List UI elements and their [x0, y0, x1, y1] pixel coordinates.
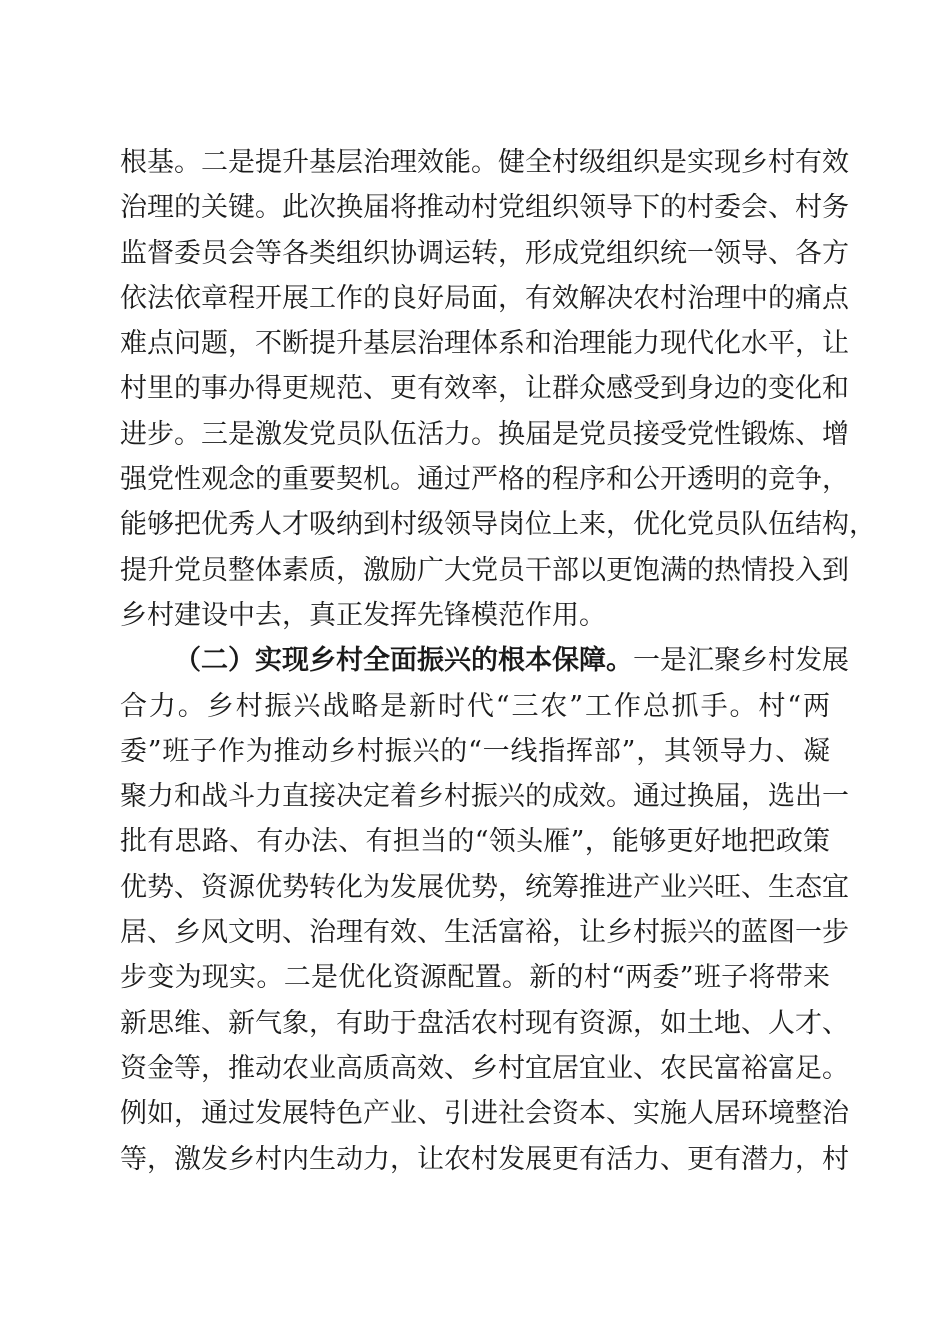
text-line: 村里的事办得更规范、更有效率，让群众感受到身边的变化和	[120, 373, 849, 405]
text-line: 资金等，推动农业高质高效、乡村宜居宜业、农民富裕富足。	[120, 1052, 849, 1084]
body-text	[120, 140, 876, 1182]
text-line: 强党性观念的重要契机。通过严格的程序和公开透明的竞争，	[120, 464, 849, 496]
text-line: 新思维、新气象，有助于盘活农村现有资源，如土地、人才、	[120, 1007, 849, 1039]
heading-line-text: 一是汇聚乡村发展	[633, 645, 849, 677]
section-heading-line	[120, 638, 849, 683]
text-line: 能够把优秀人才吸纳到村级领导岗位上来，优化党员队伍结构，	[120, 509, 876, 541]
text-line: 聚力和战斗力直接决定着乡村振兴的成效。通过换届，选出一	[120, 781, 849, 813]
text-line: 例如，通过发展特色产业、引进社会资本、实施人居环境整治	[120, 1098, 849, 1130]
text-line: 等，激发乡村内生动力，让农村发展更有活力、更有潜力，村	[120, 1143, 849, 1175]
text-line: 乡村建设中去，真正发挥先锋模范作用。	[120, 599, 606, 631]
text-line: 治理的关键。此次换届将推动村党组织领导下的村委会、村务	[120, 192, 849, 224]
text-line: 批有思路、有办法、有担当的“领头雁”，能够更好地把政策	[120, 826, 830, 858]
text-line: 优势、资源优势转化为发展优势，统筹推进产业兴旺、生态宜	[120, 871, 849, 903]
text-line: 进步。三是激发党员队伍活力。换届是党员接受党性锻炼、增	[120, 418, 849, 450]
text-line: 合力。乡村振兴战略是新时代“三农”工作总抓手。村“两	[120, 690, 830, 722]
text-line: 依法依章程开展工作的良好局面，有效解决农村治理中的痛点	[120, 282, 849, 314]
text-line: 监督委员会等各类组织协调运转，形成党组织统一领导、各方	[120, 237, 849, 269]
text-line: 委”班子作为推动乡村振兴的“一线指挥部”，其领导力、凝	[120, 735, 830, 767]
section-heading: （二）实现乡村全面振兴的根本保障。	[174, 645, 633, 677]
text-line: 根基。二是提升基层治理效能。健全村级组织是实现乡村有效	[120, 147, 849, 178]
text-line: 难点问题，不断提升基层治理体系和治理能力现代化水平，让	[120, 328, 849, 360]
text-line: 居、乡风文明、治理有效、生活富裕，让乡村振兴的蓝图一步	[120, 917, 849, 949]
text-line: 提升党员整体素质，激励广大党员干部以更饱满的热情投入到	[120, 554, 849, 586]
text-line: 步变为现实。二是优化资源配置。新的村“两委”班子将带来	[120, 962, 830, 994]
